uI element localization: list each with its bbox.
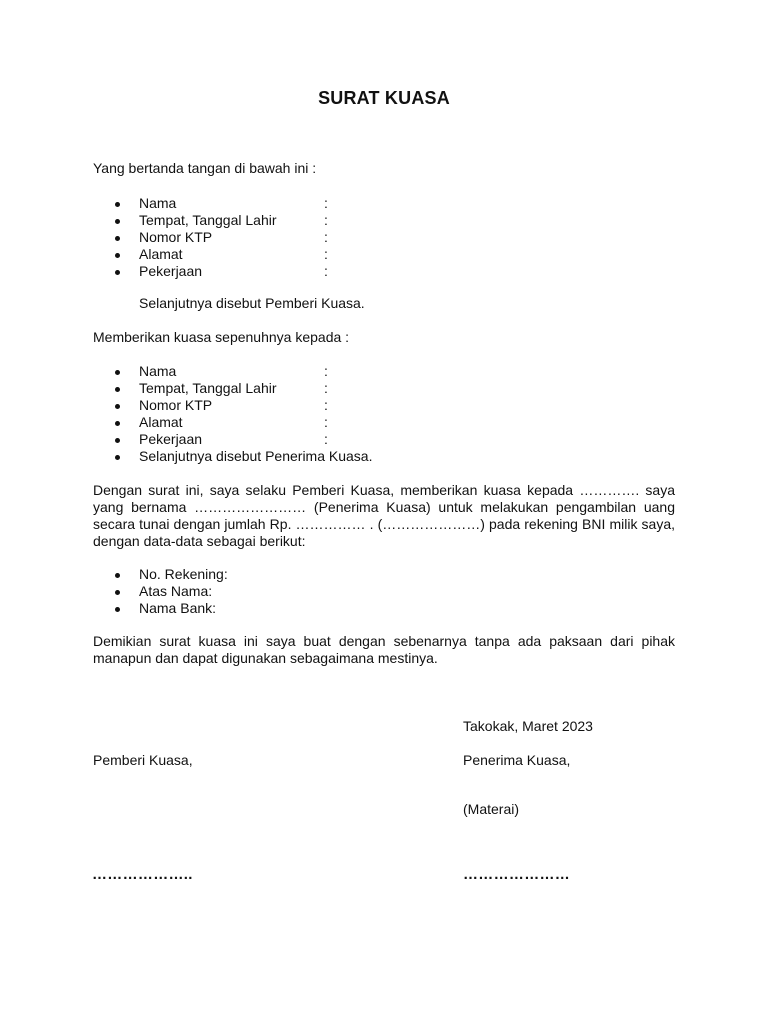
list-item — [93, 363, 413, 380]
field-label: Nama — [139, 363, 177, 379]
stamp-note: (Materai) — [463, 801, 520, 817]
bullet-icon — [115, 370, 120, 375]
grantor-field-list — [93, 195, 413, 280]
field-colon: : — [324, 363, 328, 379]
field-colon: : — [324, 431, 328, 447]
bullet-icon — [115, 219, 120, 224]
body-paragraph: Dengan surat ini, saya selaku Pemberi Kuasa, memberikan kuasa kepada …………. saya yang bernama …………………… (Penerima Kuasa) untuk melakukan pengambilan uang secara tunai dengan jumlah Rp. …………… . (…………………) pada rekening BNI milik saya, dengan data-data sebagai berikut: — [93, 482, 675, 549]
place-date: Takokak, Maret 2023 — [463, 718, 593, 734]
list-item — [93, 263, 413, 280]
bullet-icon — [115, 404, 120, 409]
field-colon: : — [324, 397, 328, 413]
field-label: Pekerjaan — [139, 263, 203, 279]
grantor-note: Selanjutnya disebut Pemberi Kuasa. — [139, 295, 365, 311]
field-label: No. Rekening: — [139, 566, 228, 582]
bullet-icon — [115, 387, 120, 392]
list-item — [93, 246, 413, 263]
field-colon: : — [324, 229, 328, 245]
list-item — [93, 566, 413, 583]
grantee-signature-label: Penerima Kuasa, — [463, 752, 571, 768]
grantor-signature-line: ……………….. — [92, 866, 193, 883]
field-label: Nama — [139, 195, 177, 211]
bullet-icon — [115, 270, 120, 275]
list-item — [93, 397, 413, 414]
field-colon: : — [324, 263, 328, 279]
grantor-signature-label: Pemberi Kuasa, — [93, 752, 193, 768]
list-item — [93, 212, 413, 229]
field-label: Tempat, Tanggal Lahir — [139, 212, 277, 228]
list-item — [93, 431, 413, 448]
field-label: Tempat, Tanggal Lahir — [139, 380, 277, 396]
field-label: Atas Nama: — [139, 583, 213, 599]
list-item — [93, 414, 413, 431]
bullet-icon — [115, 202, 120, 207]
list-item — [93, 195, 413, 212]
bullet-icon — [115, 607, 120, 612]
field-colon: : — [324, 195, 328, 211]
field-label: Pekerjaan — [139, 431, 203, 447]
intro-text: Yang bertanda tangan di bawah ini : — [93, 160, 317, 176]
field-colon: : — [324, 414, 328, 430]
list-item — [93, 448, 413, 465]
field-label: Nama Bank: — [139, 600, 217, 616]
field-colon: : — [324, 212, 328, 228]
closing-paragraph: Demikian surat kuasa ini saya buat dengan sebenarnya tanpa ada paksaan dari pihak manapun dan dapat digunakan sebagaimana mestinya. — [93, 633, 675, 666]
document-title: SURAT KUASA — [318, 88, 450, 108]
grantee-signature-line: ………………… — [463, 866, 571, 883]
list-item — [93, 380, 413, 397]
field-label: Nomor KTP — [139, 397, 213, 413]
bullet-icon — [115, 253, 120, 258]
bullet-icon — [115, 573, 120, 578]
account-field-list — [93, 566, 413, 617]
list-item — [93, 229, 413, 246]
field-label: Selanjutnya disebut Penerima Kuasa. — [139, 448, 373, 464]
field-label: Alamat — [139, 246, 183, 262]
field-colon: : — [324, 246, 328, 262]
field-label: Nomor KTP — [139, 229, 213, 245]
grant-intro-text: Memberikan kuasa sepenuhnya kepada : — [93, 329, 350, 345]
bullet-icon — [115, 455, 120, 460]
grantee-field-list — [93, 363, 413, 465]
list-item — [93, 600, 413, 617]
bullet-icon — [115, 590, 120, 595]
field-colon: : — [324, 380, 328, 396]
list-item — [93, 583, 413, 600]
bullet-icon — [115, 236, 120, 241]
bullet-icon — [115, 438, 120, 443]
field-label: Alamat — [139, 414, 183, 430]
bullet-icon — [115, 421, 120, 426]
